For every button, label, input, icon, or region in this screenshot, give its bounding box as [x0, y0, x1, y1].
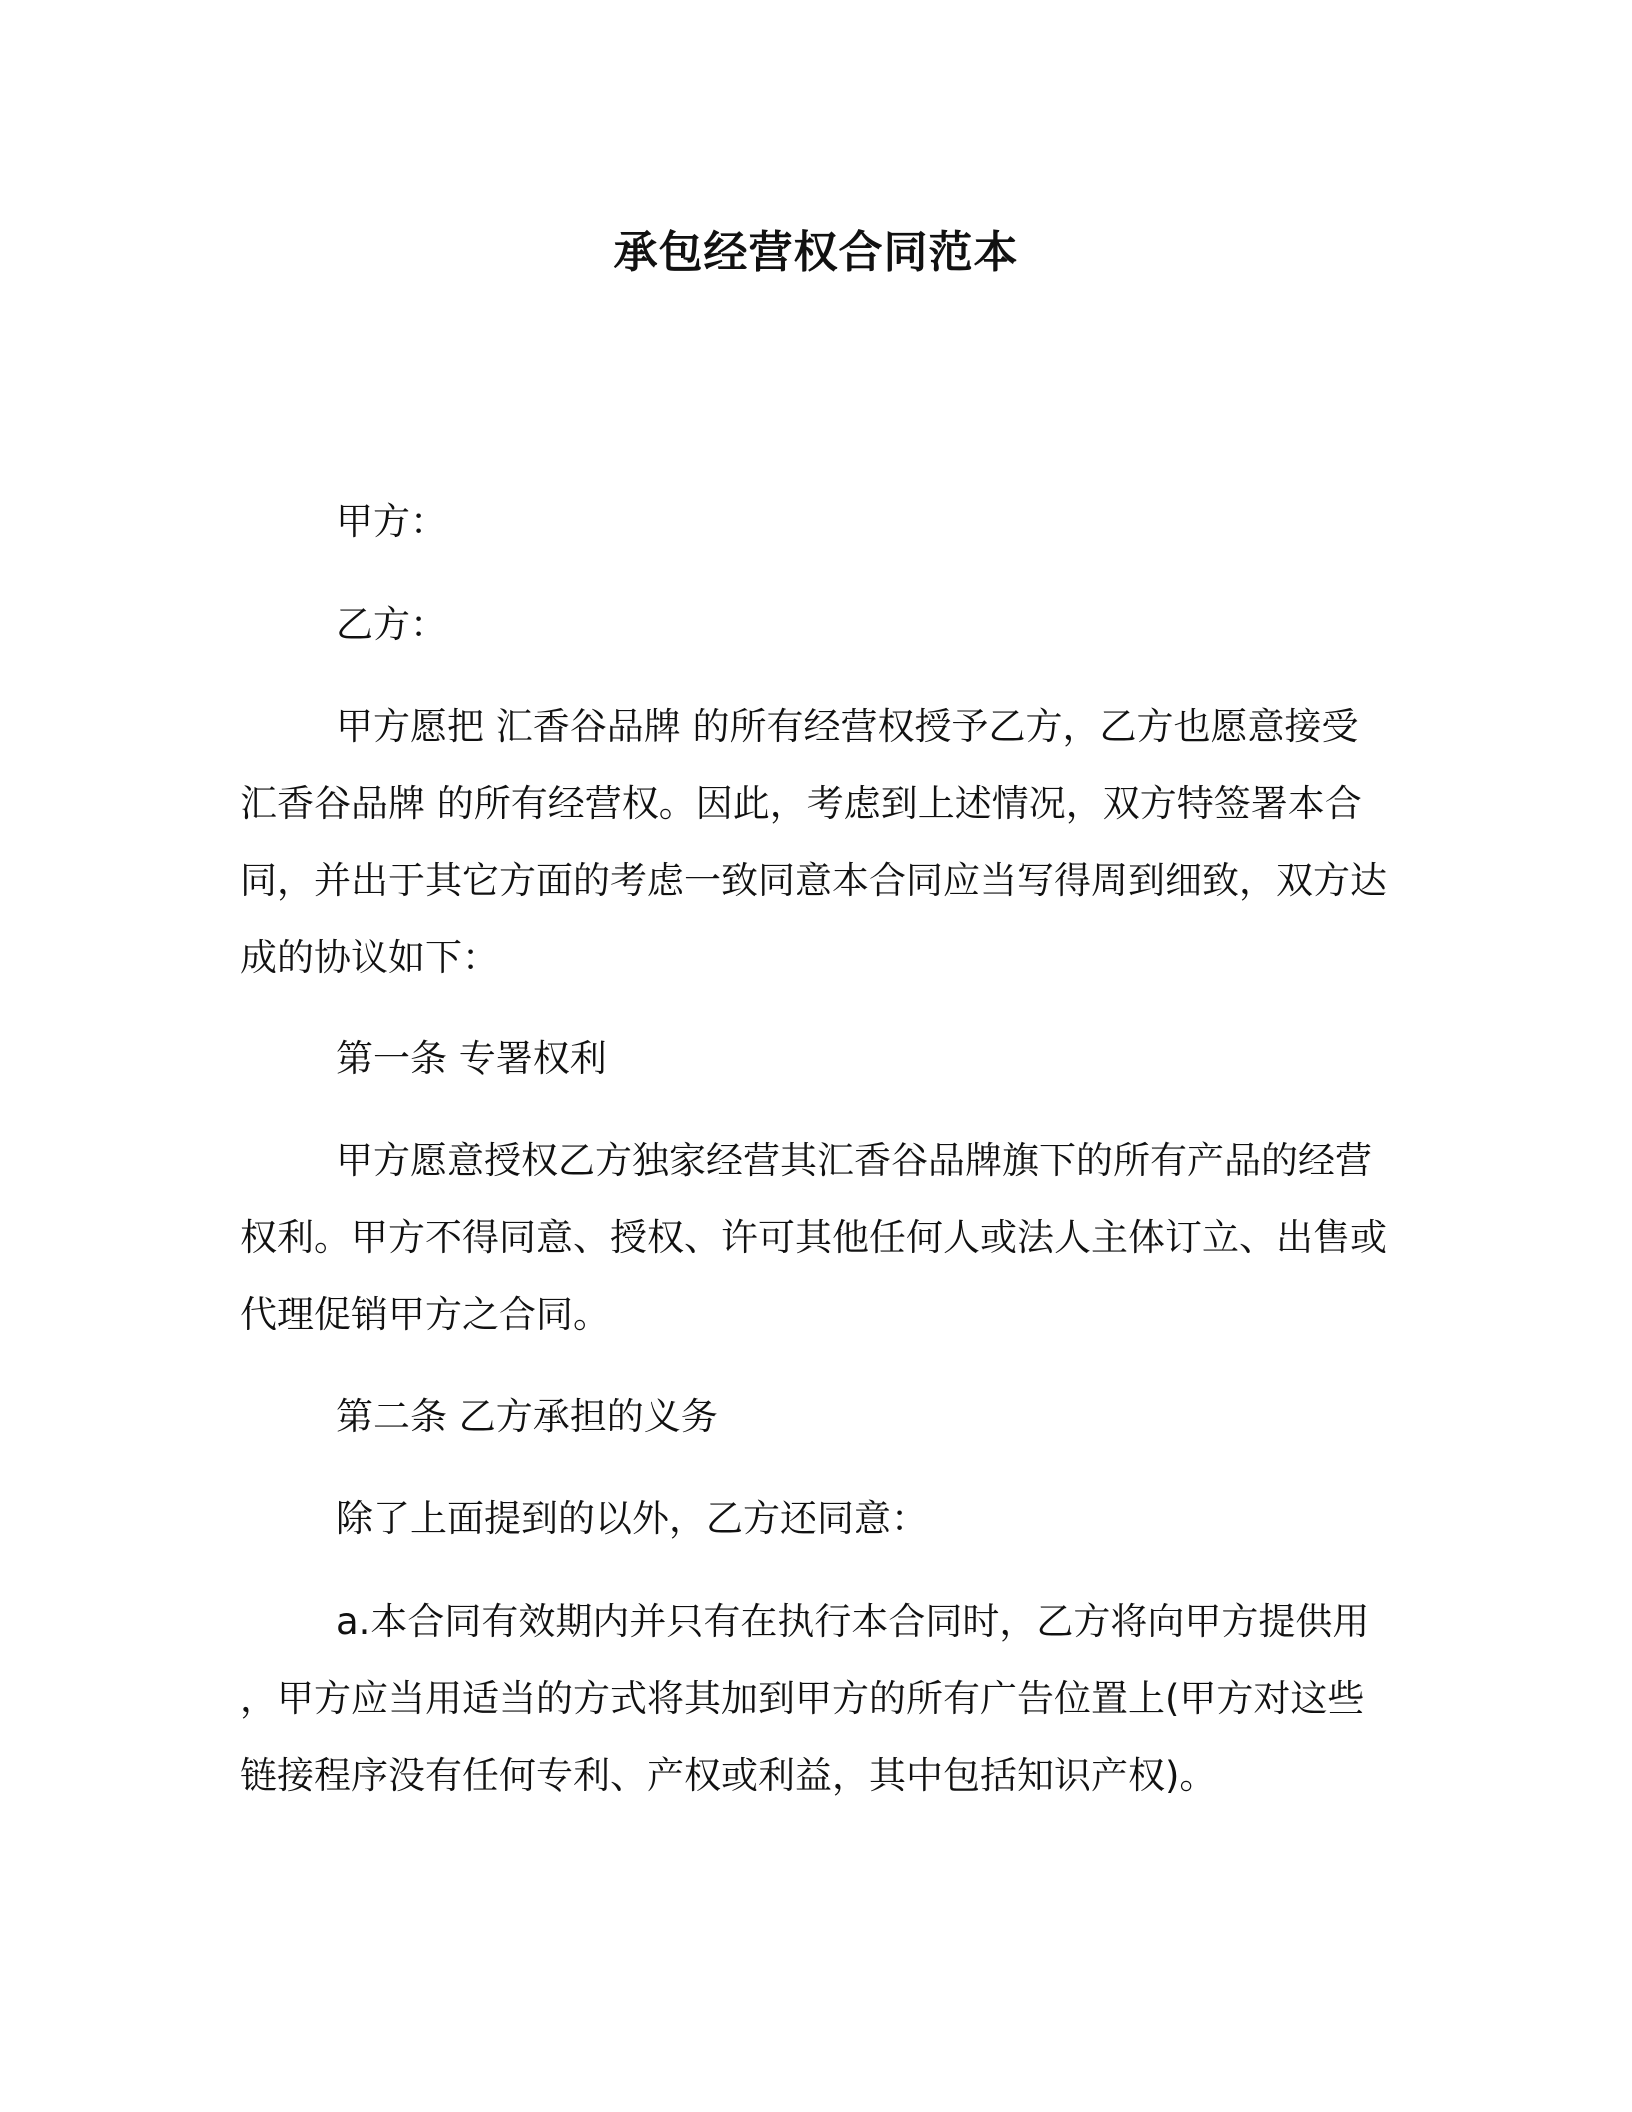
article-1-body: 甲方愿意授权乙方独家经营其汇香谷品牌旗下的所有产品的经营权利。甲方不得同意、授权、许可其他任何人或法人主体订立、出售或代理促销甲方之合同。	[240, 1139, 1387, 1336]
article-1-heading: 第一条 专署权利	[336, 1037, 607, 1080]
party-a-label: 甲方：	[336, 500, 447, 543]
article-2-item-a: a.本合同有效期内并只有在执行本合同时，乙方将向甲方提供用 ，甲方应当用适当的方式将其加到甲方的所有广告位置上(甲方对这些链接程序没有任何专利、产权或利益，其中包括知识产权)。	[240, 1600, 1370, 1797]
document-title: 承包经营权合同范本	[613, 227, 1019, 278]
party-b-label: 乙方：	[336, 603, 447, 646]
article-2-lead: 除了上面提到的以外，乙方还同意：	[336, 1497, 928, 1540]
intro-paragraph: 甲方愿把 汇香谷品牌 的所有经营权授予乙方，乙方也愿意接受 汇香谷品牌 的所有经营权。因此，考虑到上述情况，双方特签署本合同，并出于其它方面的考虑一致同意本合同应当写得周到细致，双方达成的协议如下：	[240, 705, 1387, 979]
article-2-heading: 第二条 乙方承担的义务	[336, 1395, 718, 1438]
